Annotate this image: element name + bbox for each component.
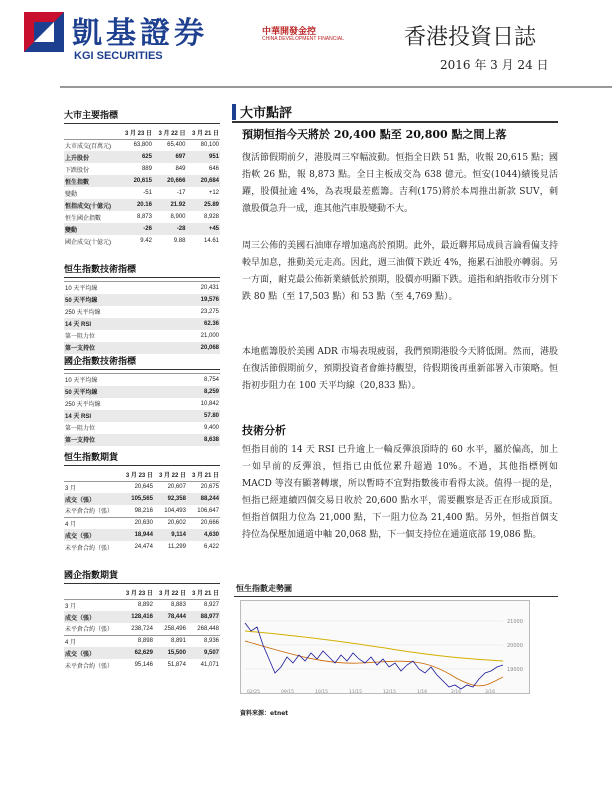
table-row: 4 月 8,898 8,891 8,936: [64, 635, 220, 647]
partner-english-name: CHINA DEVELOPMENT FINANCIAL: [262, 36, 344, 42]
table-row: 國企成交(十億元) 9.42 9.88 14.61: [64, 235, 220, 247]
x-tick-label: 1/16: [417, 690, 428, 695]
table-row: 250 天平均線 10,842: [64, 398, 220, 410]
ma-short-line: [245, 641, 503, 686]
table-row: 成交（張） 62,629 15,500 9,507: [64, 647, 220, 659]
header-divider: [60, 86, 612, 88]
table-row: 10 天平均線 8,754: [64, 374, 220, 386]
chart-divider: [234, 596, 558, 597]
section-accent-bar: [232, 104, 236, 120]
report-title: 香港投資日誌: [404, 25, 537, 50]
table-row: 50 天平均線 19,576: [64, 294, 220, 306]
x-tick-label: 10/15: [315, 690, 328, 695]
table-row: 第一支持位 8,638: [64, 434, 220, 446]
x-tick-label: 2/16: [451, 690, 462, 695]
col-header: 3 月 23 日: [124, 131, 152, 138]
table-row: 14 天 RSI 57.80: [64, 410, 220, 422]
section-divider: [232, 121, 558, 123]
table-row: 恒生國企指數 8,873 8,900 8,928: [64, 211, 220, 223]
hscei-futures-table: [64, 568, 220, 671]
hsi-technical-table: [64, 262, 220, 354]
table-row: 變動 -51 -17 +12: [64, 187, 220, 199]
logo-english-name: KGI SECURITIES: [74, 50, 163, 62]
report-date: 2016 年 3 月 24 日: [440, 58, 549, 72]
headline: 預期恒指今天將於 20,400 點至 20,800 點之間上落: [242, 128, 507, 141]
y-tick-label: 19000: [507, 667, 523, 673]
hsi-futures-table: [64, 450, 220, 553]
chart-title: 恒生指數走勢圖: [236, 584, 292, 593]
hscei-technical-table: [64, 354, 220, 446]
table-row: 上升股份 625 697 951: [64, 151, 220, 163]
table-row: 未平倉合約（張） 95,146 51,874 41,071: [64, 659, 220, 671]
col-header: 3 月 22 日: [158, 591, 186, 598]
table-title: 國企指數期貨: [64, 568, 220, 584]
chart-svg: [241, 601, 531, 695]
paragraph-us-market: 周三公佈的美國石油庫存增加遠高於預期。此外，最近聯邦局成員言論看偏支持較早加息，推動美元走高。因此，週三油價下跌近 4%，拖累石油股亦轉弱。另一方面，耐克最公佈新業績低於預期，股價亦明顯下跌。道指和納指收市分別下跌 80 點（至 17,503 點）和 53 點（至 4,769 點）。: [242, 241, 558, 302]
table-row: 10 天平均線 20,431: [64, 282, 220, 294]
y-tick-label: 20000: [507, 643, 523, 649]
table-title: 國企指數技術指標: [64, 354, 220, 370]
paragraph-outlook: 本地藍籌股於美國 ADR 市場表現疲弱，我們預期港股今天將低開。然而，港股在復活節假期前夕，預期投資者會維持觀望，待假期後再重新部署入市策略。恒指初步阻力在 100 天平均線（20,833 點）。: [242, 347, 558, 391]
table-row: 恒指成交(十億元) 20.16 21.92 25.89: [64, 199, 220, 211]
table-row: 第一阻力位 9,400: [64, 422, 220, 434]
table-title: 恒生指數期貨: [64, 450, 220, 466]
x-tick-label: 3/16: [485, 690, 496, 695]
table-row: 成交（張） 18,944 9,114 4,630: [64, 529, 220, 541]
col-header: 3 月 22 日: [158, 131, 186, 138]
table-row: 未平倉合約（張） 98,216 104,493 106,647: [64, 505, 220, 517]
market-indicators-table: [64, 108, 220, 247]
table-row: 大市成交(百萬元) 63,800 65,400 80,100: [64, 139, 220, 151]
table-row: 250 天平均線 23,275: [64, 306, 220, 318]
price-line: [245, 623, 503, 689]
table-row: 第一支持位 20,068: [64, 342, 220, 354]
y-tick-label: 21000: [507, 619, 523, 625]
technical-analysis-title: 技術分析: [242, 424, 286, 437]
col-header: 3 月 21 日: [191, 131, 219, 138]
table-row: 成交（張） 128,416 78,444 88,977: [64, 611, 220, 623]
table-row: 成交（張） 105,565 92,358 88,244: [64, 493, 220, 505]
x-tick-label: 12/15: [383, 690, 396, 695]
table-row: 未平倉合約（張） 238,724 258,496 268,448: [64, 623, 220, 635]
paragraph-market-summary: 復活節假期前夕，港股周三窄幅波動。恒指全日跌 51 點，收報 20,615 點；國指軟 26 點，報 8,873 點。全日主板成交為 638 億元。恒安(1044)績後見活躍，股價扯逾 4%，為表現最差藍籌。吉利(175)將於本周推出新款 SUV，刺激股價急升一成，進其他汽車股變動不大。: [242, 153, 558, 214]
ma-long-line: [245, 631, 503, 661]
table-row: 50 天平均線 8,259: [64, 386, 220, 398]
col-header: 3 月 21 日: [191, 473, 219, 480]
hsi-trend-chart: [240, 600, 530, 694]
logo-chinese-name: 凱基證券: [72, 16, 208, 51]
table-row: 第一阻力位 21,000: [64, 330, 220, 342]
table-row: 4 月 20,630 20,602 20,666: [64, 517, 220, 529]
table-row: 下跌股份 889 849 646: [64, 163, 220, 175]
paragraph-technical: 恒指目前的 14 天 RSI 已升逾上一輪反彈浪頂時的 60 水平，屬於偏高，加上一如早前的反彈浪，恒指已由低位累升超過 10%。不過，其他指標例如 MACD 等沒有顯著轉壞，所以暫時不宜對指數後市看得太淡。值得一提的是，恒指已經連續四個交易日收於 20,600 點水平，需要觀察是否正在形成頂頂。恒指首個阻力位為 21,000 點，下一阻力位為 21,400 點。另外，恒指首個支持位為保壓加通道中軸 20,068 點，下一個支持位在通道底部 19,086 點。: [242, 445, 558, 540]
table-row: 變動 -26 -28 +45: [64, 223, 220, 235]
x-tick-label: 02/25: [247, 690, 260, 695]
partner-name: 中華開發金控: [262, 27, 317, 37]
table-row: 未平倉合約（張） 24,474 11,299 6,422: [64, 541, 220, 553]
x-tick-label: 11/15: [349, 690, 362, 695]
table-row: 3 月 20,645 20,607 20,675: [64, 481, 220, 493]
x-tick-label: 09/15: [281, 690, 294, 695]
col-header: 3 月 23 日: [125, 591, 153, 598]
kgi-logo-icon: [24, 12, 64, 52]
col-header: 3 月 22 日: [158, 473, 186, 480]
section-title: 大市點評: [240, 106, 293, 121]
table-row: 3 月 8,892 8,883 8,927: [64, 599, 220, 611]
col-header: 3 月 23 日: [125, 473, 153, 480]
table-title: 大市主要指標: [64, 108, 220, 124]
chart-source: 資料來源：etnet: [240, 710, 289, 717]
table-title: 恒生指數技術指標: [64, 262, 220, 278]
table-row: 14 天 RSI 62.36: [64, 318, 220, 330]
table-row: 恒生指數 20,615 20,666 20,684: [64, 175, 220, 187]
col-header: 3 月 21 日: [191, 591, 219, 598]
